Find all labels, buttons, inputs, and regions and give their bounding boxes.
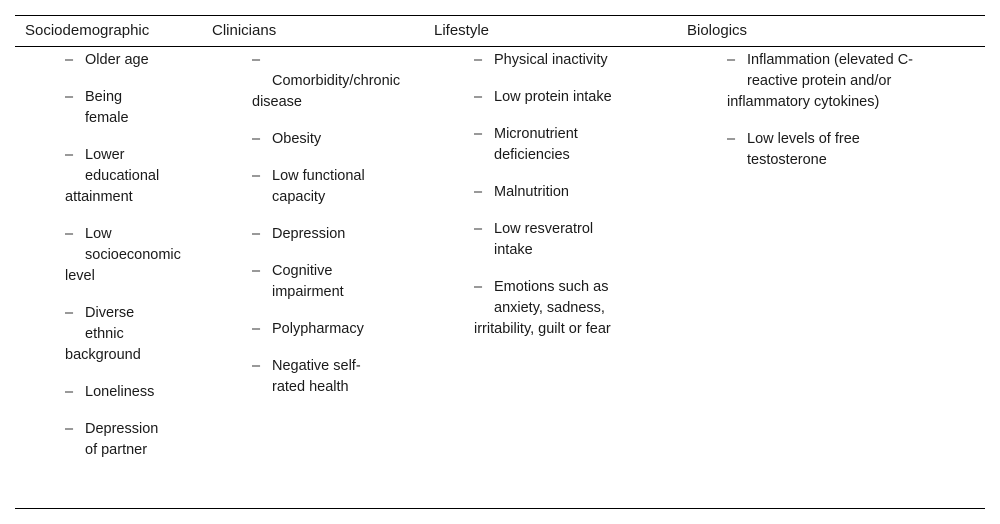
column-sociodemographic: [65, 50, 190, 477]
dash-bullet: –: [727, 52, 736, 68]
list-item-text: Comorbidity/chronic: [272, 73, 401, 89]
list-item: [65, 382, 190, 403]
list-item: [474, 277, 669, 340]
list-item-text: inflammatory cytokines): [727, 94, 880, 110]
list-item-text: of partner: [85, 442, 148, 458]
header-clinicians: Clinicians: [212, 22, 277, 39]
dash-bullet: –: [65, 305, 74, 321]
list-item-text: level: [65, 268, 95, 284]
list-item-text: background: [65, 347, 141, 363]
list-item: [474, 182, 669, 203]
list-item-text: rated health: [272, 379, 349, 395]
list-item: [474, 219, 669, 261]
list-item-text: attainment: [65, 189, 133, 205]
list-item-text: female: [85, 110, 129, 126]
table-header-rule: [15, 46, 985, 47]
dash-bullet: –: [65, 226, 74, 242]
list-item-text: ethnic: [85, 326, 124, 342]
list-item-text: Older age: [85, 52, 149, 68]
list-item-text: Low functional: [272, 168, 365, 184]
list-item-text: Low levels of free: [747, 131, 860, 147]
list-item-text: reactive protein and/or: [747, 73, 892, 89]
list-item-text: irritability, guilt or fear: [474, 321, 611, 337]
list-item-text: Low: [85, 226, 112, 242]
header-biologics: Biologics: [687, 22, 748, 39]
list-item: [252, 261, 422, 303]
dash-bullet: –: [252, 168, 261, 184]
list-item-text: Emotions such as: [494, 279, 609, 295]
list-item-text: Diverse: [85, 305, 135, 321]
table-bottom-rule: [15, 508, 985, 509]
dash-bullet: –: [474, 52, 483, 68]
list-item-text: testosterone: [747, 152, 827, 168]
column-biologics: [727, 50, 957, 187]
list-item-text: Negative self-: [272, 358, 361, 374]
dash-bullet: –: [474, 89, 483, 105]
dash-bullet: –: [65, 147, 74, 163]
list-item-text: Depression: [272, 226, 346, 242]
list-item: [65, 224, 190, 287]
list-item: [65, 303, 190, 366]
list-item-text: Micronutrient: [494, 126, 578, 142]
dash-bullet: –: [252, 263, 261, 279]
list-item: [252, 356, 422, 398]
list-item: [252, 129, 422, 150]
list-item-text: Malnutrition: [494, 184, 569, 200]
dash-bullet: –: [65, 89, 74, 105]
dash-bullet: –: [65, 52, 74, 68]
list-item: [474, 124, 669, 166]
dash-bullet: –: [474, 126, 483, 142]
dash-bullet: –: [252, 131, 261, 147]
dash-bullet: –: [252, 52, 261, 68]
dash-bullet: –: [65, 384, 74, 400]
list-item-text: Polypharmacy: [272, 321, 364, 337]
list-item-text: Lower: [85, 147, 125, 163]
header-sociodemographic: Sociodemographic: [25, 22, 150, 39]
list-item-text: Loneliness: [85, 384, 155, 400]
dash-bullet: –: [65, 421, 74, 437]
dash-bullet: –: [252, 321, 261, 337]
list-item-text: Depression: [85, 421, 159, 437]
list-item-text: capacity: [272, 189, 326, 205]
list-item: [474, 50, 669, 71]
list-item: [65, 50, 190, 71]
list-item-text: disease: [252, 94, 302, 110]
column-clinicians: [252, 50, 422, 414]
list-item: [65, 419, 190, 461]
list-item: [252, 224, 422, 245]
dash-bullet: –: [727, 131, 736, 147]
dash-bullet: –: [252, 226, 261, 242]
list-item: [474, 87, 669, 108]
list-item-text: Obesity: [272, 131, 322, 147]
dash-bullet: –: [252, 358, 261, 374]
list-item-text: socioeconomic: [85, 247, 181, 263]
header-lifestyle: Lifestyle: [434, 22, 490, 39]
list-item-text: Inflammation (elevated C-: [747, 52, 914, 68]
dash-bullet: –: [474, 184, 483, 200]
list-item-text: Physical inactivity: [494, 52, 608, 68]
dash-bullet: –: [474, 221, 483, 237]
list-item: [252, 319, 422, 340]
list-item-text: Cognitive: [272, 263, 333, 279]
list-item: [252, 50, 422, 113]
list-item-text: impairment: [272, 284, 344, 300]
list-item: [727, 129, 957, 171]
list-item-text: educational: [85, 168, 160, 184]
list-item: [65, 87, 190, 129]
list-item-text: intake: [494, 242, 533, 258]
table-top-rule: [15, 15, 985, 16]
list-item-text: anxiety, sadness,: [494, 300, 605, 316]
list-item: [252, 166, 422, 208]
list-item-text: deficiencies: [494, 147, 570, 163]
list-item: [727, 50, 957, 113]
column-lifestyle: [474, 50, 669, 356]
dash-bullet: –: [474, 279, 483, 295]
list-item-text: Being: [85, 89, 123, 105]
list-item-text: Low resveratrol: [494, 221, 594, 237]
list-item-text: Low protein intake: [494, 89, 612, 105]
list-item: [65, 145, 190, 208]
